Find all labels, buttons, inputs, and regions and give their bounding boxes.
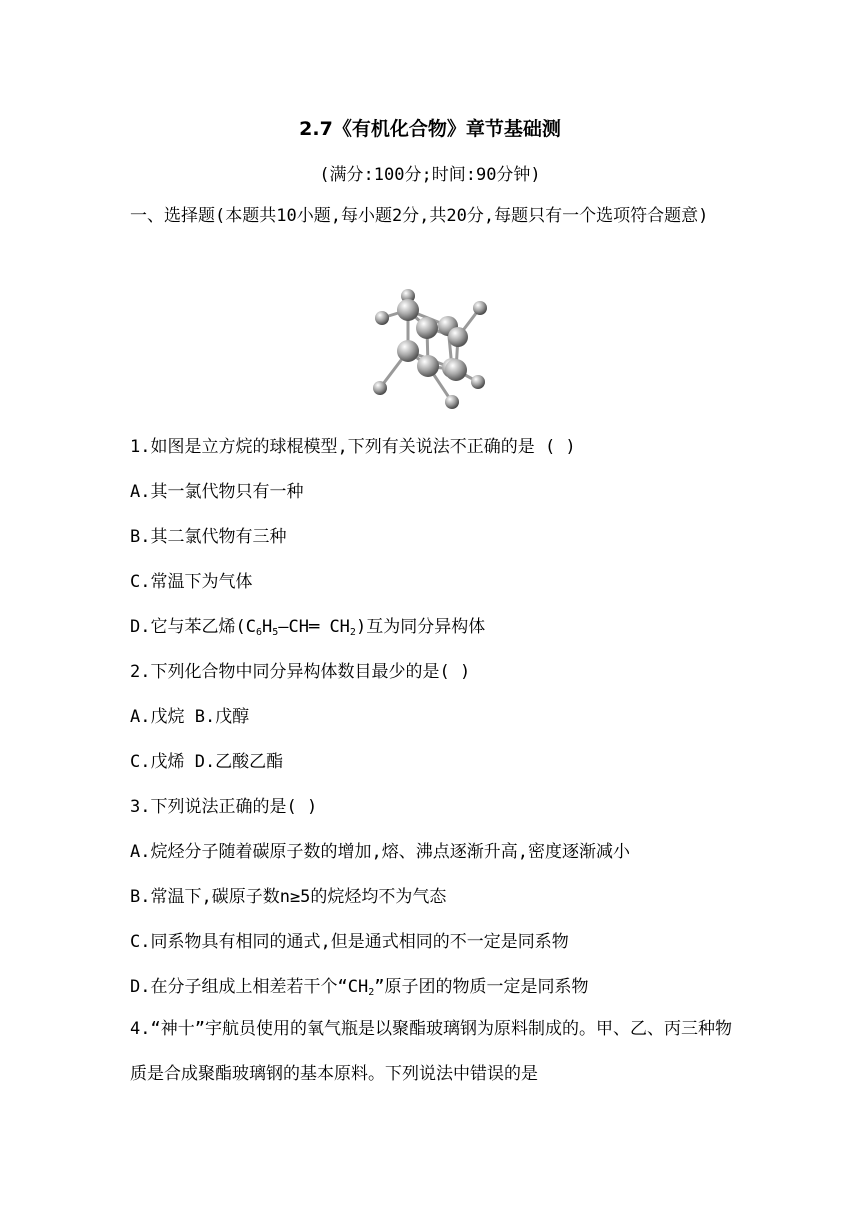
question-1-option-b: B.其二氯代物有三种 [130,527,287,547]
question-1-option-d: D.它与苯乙烯($C_6H_5—CH═$ $CH_2$)互为同分异构体 [130,617,486,638]
page-subtitle: (满分:100分;时间:90分钟) [319,165,541,185]
question-4-stem: 4.“神十”宇航员使用的氧气瓶是以聚酯玻璃钢为原料制成的。甲、乙、丙三种物质是合成聚酯玻璃钢的基本原料。下列说法中错误的是 [130,1019,732,1084]
question-3-option-d: D.在分子组成上相差若干个“$CH_2$”原子团的物质一定是同系物 [130,977,589,998]
question-2-stem: 2.下列化合物中同分异构体数目最少的是( ) [130,662,471,682]
question-3-option-a: A.烷烃分子随着碳原子数的增加,熔、沸点逐渐升高,密度逐渐减小 [130,842,630,862]
question-1-option-c: C.常温下为气体 [130,572,253,592]
cubane-ball-stick-model [368,288,492,412]
question-2-options-ab: A.戊烷 B.戊醇 [130,707,250,727]
page-title: 2.7《有机化合物》章节基础测 [299,118,561,140]
question-3-option-b: B.常温下,碳原子数n≥5的烷烃均不为气态 [130,887,447,907]
section-heading: 一、选择题(本题共10小题,每小题2分,共20分,每题只有一个选项符合题意) [130,206,709,226]
question-3-stem: 3.下列说法正确的是( ) [130,797,318,817]
question-1-option-a: A.其一氯代物只有一种 [130,482,304,502]
question-3-option-c: C.同系物具有相同的通式,但是通式相同的不一定是同系物 [130,932,569,952]
question-2-options-cd: C.戊烯 D.乙酸乙酯 [130,752,284,772]
question-1-stem: 1.如图是立方烷的球棍模型,下列有关说法不正确的是 ( ) [130,437,576,457]
